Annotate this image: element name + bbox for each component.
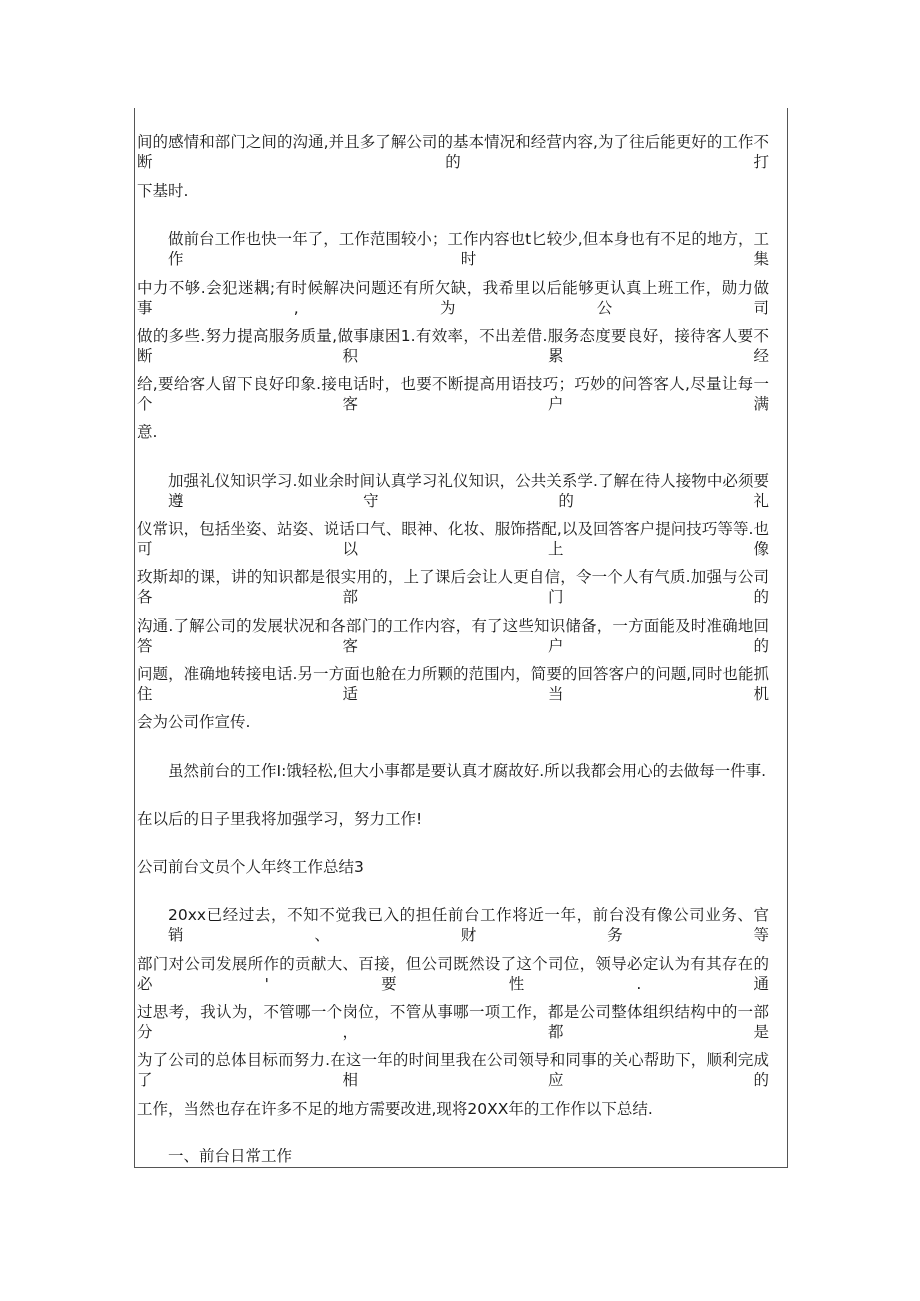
text-line: 意. <box>137 423 158 441</box>
text-line: 做的多些.努力提高服务质量,做事康困1.有效率，不出差借.服务态度要良好，接待客人要不断积累经 <box>137 327 769 365</box>
text-line: 沟通.了解公司的发展状况和各部门的工作内容，有了这些知识储备，一方面能及时准确地回答客户的 <box>137 617 769 655</box>
text-line: 工作，当然也存在许多不足的地方需要改进,现将20XX年的工作作以下总结. <box>137 1100 653 1118</box>
section-heading: 公司前台文员个人年终工作总结3 <box>137 858 364 876</box>
paragraph-start-line: 20xx已经过去，不知不觉我已入的担任前台工作将近一年，前台没有像公司业务、官销、财务等 <box>168 906 769 944</box>
paragraph-start-line: 做前台工作也快一年了，工作范围较小；工作内容也t匕较少,但本身也有不足的地方，工作时集 <box>168 230 769 268</box>
text-line: 玫斯却的课，讲的知识都是很实用的，上了课后会让人更自信，令一个人有气质.加强与公司各部门的 <box>137 568 769 606</box>
text-line: 给,要给客人留下良好印象.接电话时，也要不断提高用语技巧；巧妙的问答客人,尽量让每一个客户满 <box>137 375 769 413</box>
text-line: 会为公司作宣传. <box>137 713 251 731</box>
text-line: 间的感情和部门之间的沟通,并且多了解公司的基本情况和经营内容,为了往后能更好的工作不断的打 <box>137 133 769 171</box>
text-line: 问题，准确地转接电话.另一方面也舱在力所颗的范围内，简要的回答客户的问题,同时也能抓住适当机 <box>137 665 769 703</box>
text-line: 仪常识，包括坐姿、站姿、说话口气、眼神、化妆、服饰搭配,以及回答客户提问技巧等等.也可以上像 <box>137 520 769 558</box>
paragraph-start-line: 加强礼仪知识学习.如业余时间认真学习礼仪知识，公共关系学.了解在待人接物中必须要遵守的礼 <box>168 472 769 510</box>
subsection-heading: 一、前台日常工作 <box>168 1147 293 1165</box>
text-line: 为了公司的总体目标而努力.在这一年的时间里我在公司领导和同事的关心帮助下，顺利完成了相应的 <box>137 1051 769 1089</box>
paragraph-line: 虽然前台的工作I:饿轻松,但大小事都是要认真才腐故好.所以我都会用心的去做每一件事. <box>168 762 767 780</box>
text-line: 中力不够.会犯迷耦;有时候解决问题还有所欠缺，我希里以后能够更认真上班工作，勋力做事,为公司 <box>137 279 769 317</box>
paragraph-line: 在以后的日子里我将加强学习，努力工作! <box>137 810 423 828</box>
text-line: 部门对公司发展所作的贡献大、百接，但公司既然设了这个司位，领导必定认为有其存在的必'要性.通 <box>137 955 769 993</box>
text-line: 过思考，我认为，不管哪一个岗位，不管从事哪一项工作，都是公司整体组织结构中的一部分，都是 <box>137 1003 769 1041</box>
text-line: 下基时. <box>137 182 189 200</box>
